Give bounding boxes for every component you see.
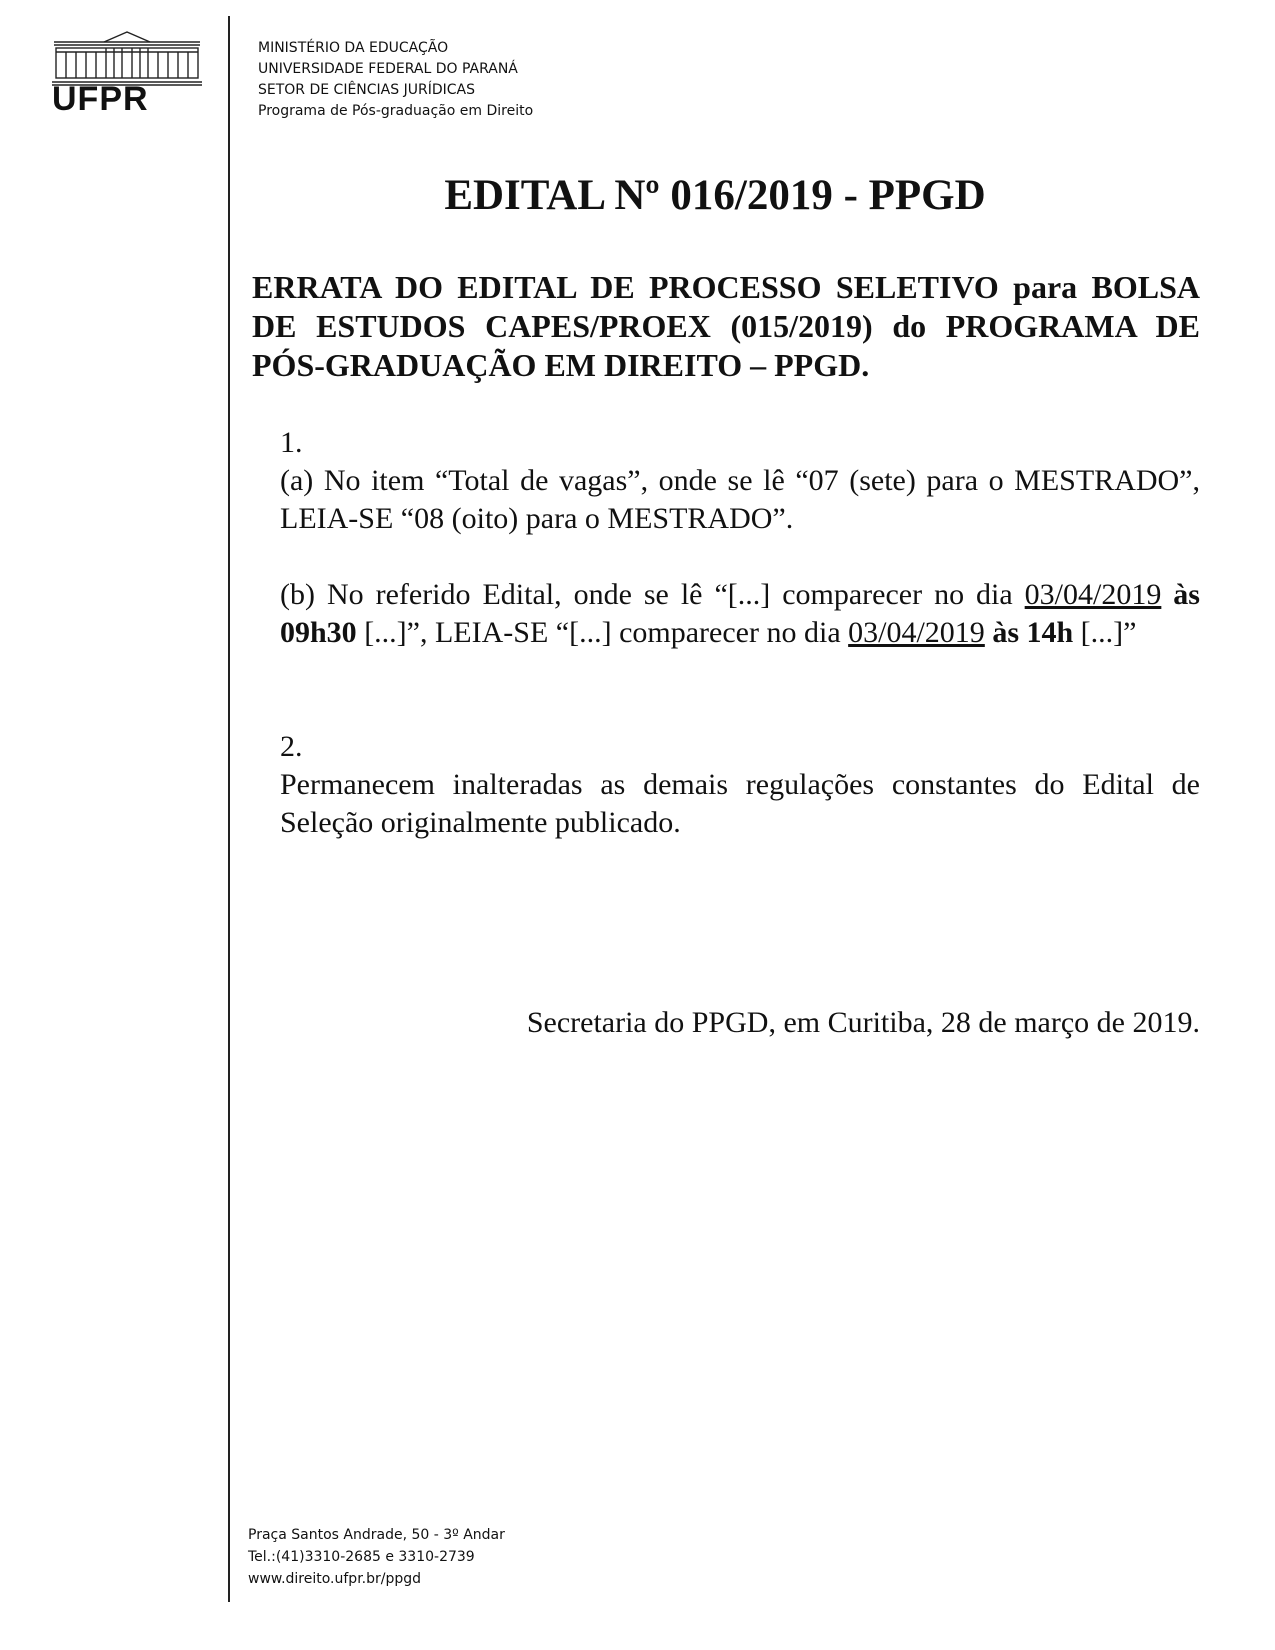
- institution-header: [258, 38, 533, 122]
- sector-line: SETOR DE CIÊNCIAS JURÍDICAS: [258, 82, 475, 98]
- section-2-number: 2.: [280, 730, 303, 763]
- footer-address: Praça Santos Andrade, 50 - 3º Andar: [248, 1527, 505, 1543]
- footer: [248, 1524, 505, 1590]
- item-b-date-2: 03/04/2019: [848, 616, 985, 649]
- footer-phone: Tel.:(41)3310-2685 e 3310-2739: [248, 1549, 475, 1565]
- section-1-number: 1.: [280, 426, 303, 459]
- logo-wordmark: UFPR: [52, 80, 149, 118]
- item-b-text-1: (b) No referido Edital, onde se lê “[...] comparecer no dia: [280, 578, 1025, 611]
- building-icon: [52, 30, 202, 86]
- document-subtitle: ERRATA DO EDITAL DE PROCESSO SELETIVO para BOLSA DE ESTUDOS CAPES/PROEX (015/2019) do PROGRAMA DE PÓS-GRADUAÇÃO EM DIREITO – PPGD.: [252, 269, 1200, 383]
- section-1-item-b: [280, 576, 1200, 652]
- section-1-item-a: (a) No item “Total de vagas”, onde se lê “07 (sete) para o MESTRADO”, LEIA-SE “08 (oito) para o MESTRADO”.: [280, 464, 1200, 535]
- university-line: UNIVERSIDADE FEDERAL DO PARANÁ: [258, 61, 518, 77]
- footer-website: www.direito.ufpr.br/ppgd: [248, 1571, 422, 1587]
- item-b-time-1: às 09h30: [280, 578, 1200, 649]
- ministry-line: MINISTÉRIO DA EDUCAÇÃO: [258, 40, 449, 56]
- program-line: Programa de Pós-graduação em Direito: [258, 103, 534, 119]
- item-b-date-1: 03/04/2019: [1024, 578, 1162, 611]
- signature-line: Secretaria do PPGD, em Curitiba, 28 de março de 2019.: [526, 1006, 1200, 1039]
- margin-rule: [228, 16, 230, 1602]
- item-b-text-3: [...]”: [1073, 616, 1137, 649]
- item-b-time-2: às 14h: [984, 616, 1074, 649]
- document-title: EDITAL Nº 016/2019 - PPGD: [444, 172, 986, 219]
- section-2-text: Permanecem inalteradas as demais regulações constantes do Edital de Seleção originalmente publicado.: [280, 768, 1200, 839]
- item-b-text-2: [...]”, LEIA-SE “[...] comparecer no dia: [356, 616, 849, 649]
